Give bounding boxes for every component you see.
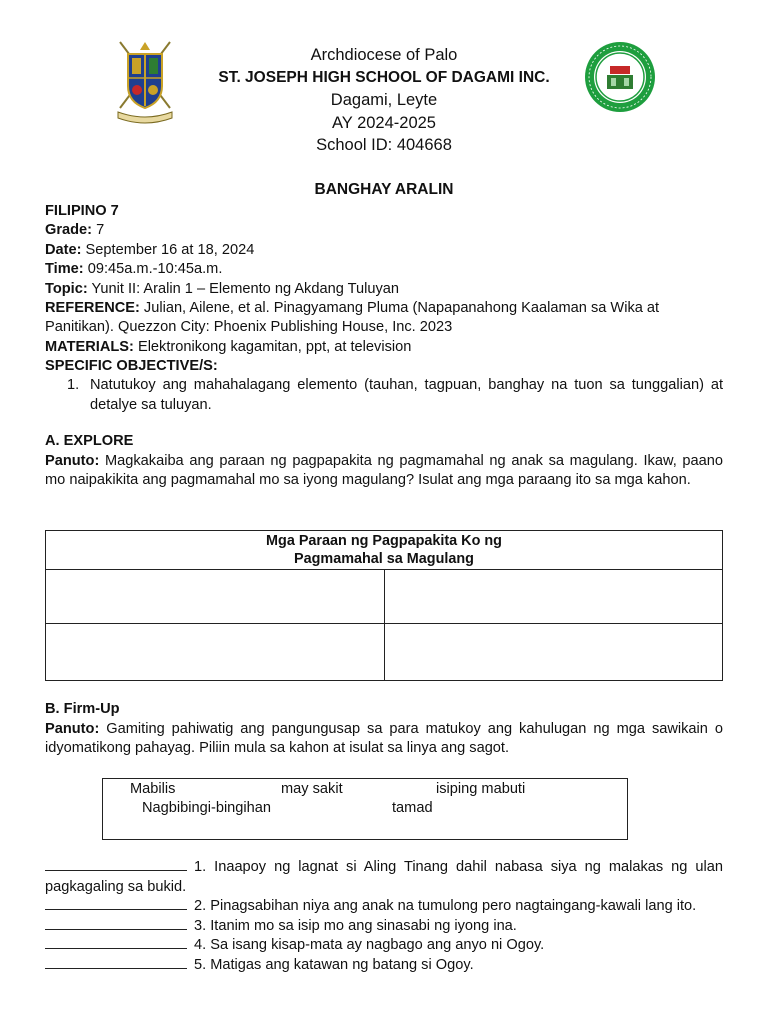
answer-blank[interactable] xyxy=(45,897,187,910)
choice-word: may sakit xyxy=(281,781,343,797)
objective-number: 1. xyxy=(67,377,80,393)
choice-word: Mabilis xyxy=(130,781,176,797)
item-text: 2. Pinagsabihan niya ang anak na tumulong pero nagtaingang-kawali lang ito. xyxy=(194,898,697,914)
date-label: Date: xyxy=(45,241,82,258)
choice-word: tamad xyxy=(392,800,433,816)
explore-table xyxy=(45,530,723,681)
answer-cell-3[interactable] xyxy=(46,624,385,681)
firmup-heading: B. Firm-Up xyxy=(45,701,120,717)
objectives-label: SPECIFIC OBJECTIVE/S: xyxy=(45,358,218,375)
reference-label: REFERENCE: xyxy=(45,300,140,317)
time-value: 09:45a.m.-10:45a.m. xyxy=(83,261,223,278)
document-title: BANGHAY ARALIN xyxy=(314,181,454,198)
explore-panuto-label: Panuto: xyxy=(45,452,100,469)
explore-panuto-text: Magkakaiba ang paraan ng pagpapakita ng pagmamahal ng anak sa magulang. Ikaw, paano mo naipakikita ang pagmamahal mo sa iyong magulang? Isulat ang mga paraang ito sa mga kahon. xyxy=(45,452,723,488)
firmup-panuto-text: Gamiting pahiwatig ang pangungusap sa para matukoy ang kahulugan ng mga sawikain o idyomatikong pahayag. Piliin mula sa kahon at isulat sa linya ang sagot. xyxy=(45,720,723,756)
explore-heading: A. EXPLORE xyxy=(45,433,134,449)
answer-blank[interactable] xyxy=(45,917,187,930)
explore-section xyxy=(45,432,723,491)
table-header-line-1: Mga Paraan ng Pagpapakita Ko ng xyxy=(266,532,502,549)
list-item xyxy=(45,897,723,917)
answer-cell-2[interactable] xyxy=(384,570,723,624)
objective-item xyxy=(45,375,723,415)
objective-text: Natutukoy ang mahahalagang elemento (tauhan, tagpuan, banghay na tuon sa tunggalian) at detalye sa tuluyan. xyxy=(90,377,723,413)
list-item xyxy=(45,917,723,937)
item-text: 5. Matigas ang katawan ng batang si Ogoy. xyxy=(194,956,474,973)
firmup-items xyxy=(45,858,723,975)
answer-blank[interactable] xyxy=(45,956,187,969)
item-text: 4. Sa isang kisap-mata ay nagbago ang anyo ni Ogoy. xyxy=(194,937,545,953)
date-value: September 16 at 18, 2024 xyxy=(81,241,255,258)
list-item xyxy=(45,936,723,956)
materials-label: MATERIALS: xyxy=(45,338,134,355)
reference-value: Julian, Ailene, et al. Pinagyamang Pluma (Napapanahong Kaalaman sa Wika at Panitikan). Quezzon City: Phoenix Publishing House, Inc. 2023 xyxy=(45,300,660,336)
subject-label: FILIPINO 7 xyxy=(45,203,119,219)
table-header-line-2: Pagmamahal sa Magulang xyxy=(294,551,474,567)
answer-blank[interactable] xyxy=(45,936,187,949)
firmup-instructions xyxy=(45,720,723,759)
topic-label: Topic: xyxy=(45,280,88,297)
explore-instructions xyxy=(45,452,723,491)
item-text: 1. Inaapoy ng lagnat si Aling Tinang dahil nabasa siya ng malakas ng ulan xyxy=(194,859,723,875)
item-text: 3. Itanim mo sa isip mo ang sinasabi ng iyong ina. xyxy=(194,917,517,934)
archdiocese-line: Archdiocese of Palo xyxy=(310,46,458,64)
answer-blank[interactable] xyxy=(45,858,187,871)
school-name: ST. JOSEPH HIGH SCHOOL OF DAGAMI INC. xyxy=(218,68,550,86)
word-choice-box xyxy=(102,778,628,840)
choice-word: isiping mabuti xyxy=(436,781,526,797)
firmup-section xyxy=(45,700,723,759)
choice-word: Nagbibingi-bingihan xyxy=(142,800,272,816)
grade-label: Grade: xyxy=(45,222,93,239)
answer-cell-1[interactable] xyxy=(46,570,385,624)
lesson-info xyxy=(45,202,723,377)
firmup-panuto-label: Panuto: xyxy=(45,720,100,737)
materials-value: Elektronikong kagamitan, ppt, at television xyxy=(133,338,412,355)
explore-table-header xyxy=(46,531,723,570)
school-header xyxy=(0,44,768,157)
item-continuation: pagkagaling sa bukid. xyxy=(45,878,187,895)
topic-value: Yunit II: Aralin 1 – Elemento ng Akdang Tuluyan xyxy=(87,280,399,297)
school-id: School ID: 404668 xyxy=(316,136,452,154)
school-location: Dagami, Leyte xyxy=(330,91,438,109)
list-item xyxy=(45,956,723,976)
list-item xyxy=(45,858,723,878)
grade-value: 7 xyxy=(92,222,105,239)
answer-cell-4[interactable] xyxy=(384,624,723,681)
time-label: Time: xyxy=(45,261,84,278)
academic-year: AY 2024-2025 xyxy=(332,113,436,132)
